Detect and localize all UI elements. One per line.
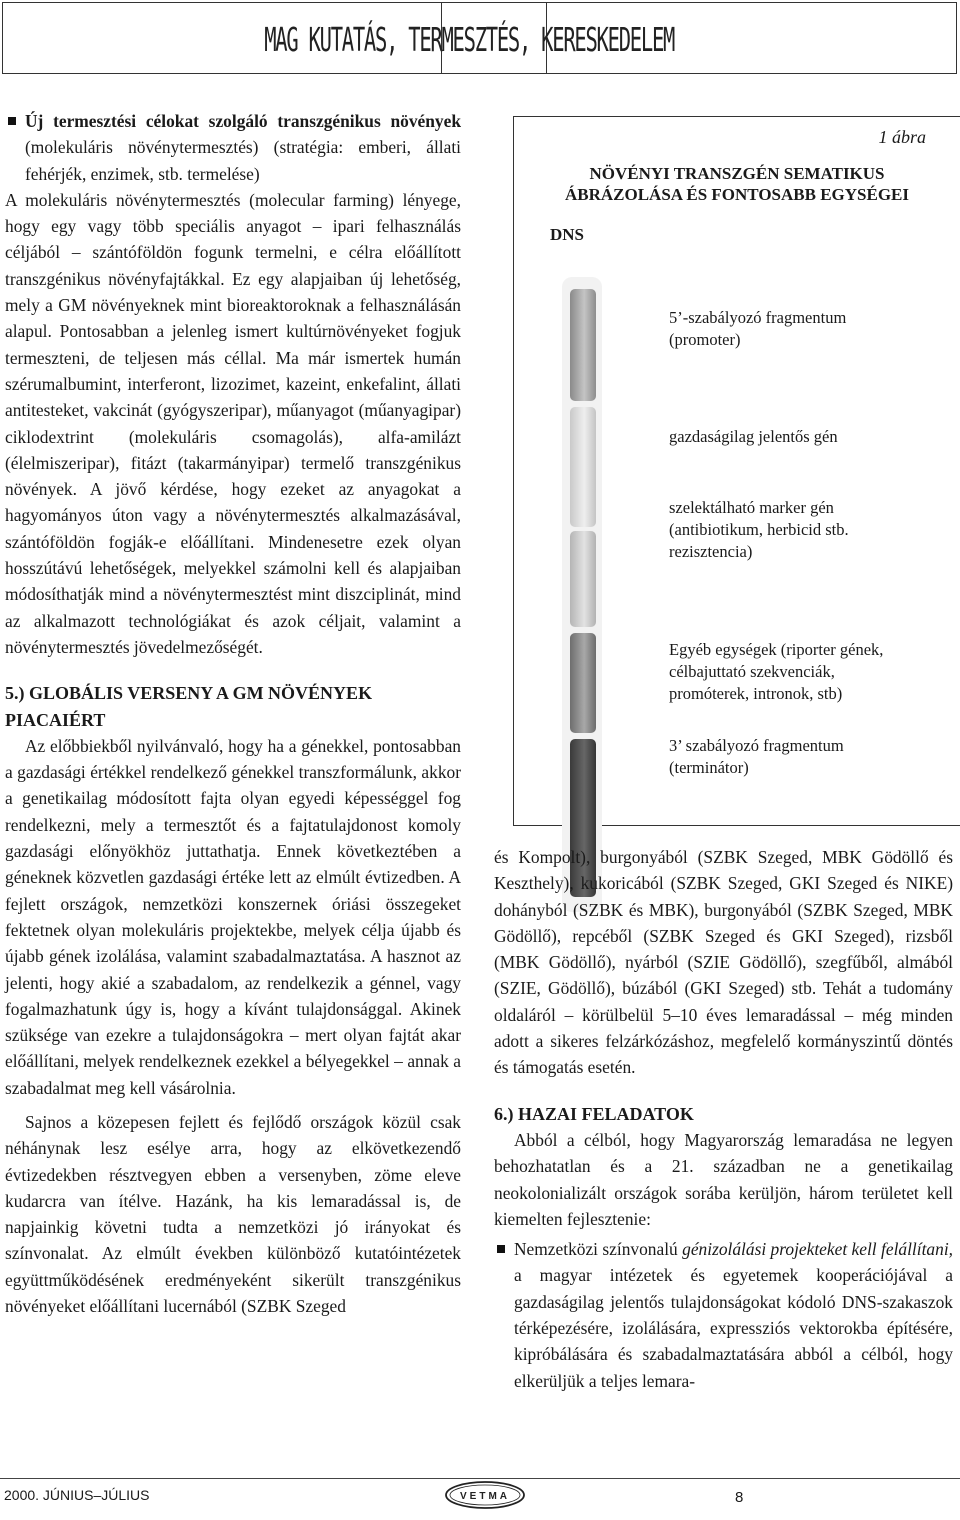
bullet-paragraph [5,108,461,187]
segment-label-line: Egyéb egységek (riporter gének, [669,640,884,659]
vetma-logo [444,1480,526,1510]
figure-title [514,163,960,205]
bullet-bold-text: Új termesztési célokat szolgáló transzgénikus növények [25,111,461,131]
bullet-paragraph [494,1236,953,1394]
bullet-text: Nemzetközi színvonalú [514,1239,683,1260]
footer-rule [0,1478,960,1479]
header-title: MAG KUTATÁS, TERMESZTÉS, KERESKEDELEM [264,20,674,59]
dns-label: DNS [550,225,585,244]
gene-segment [570,407,596,527]
paragraph-molecular-farming: A molekuláris növénytermesztés (molecular farming) lényege, hogy egy vagy több speciális anyagot – ipari felhasználás céljából – szántóföldön fogunk termelni, e célra előállított transzgénikus növényfajtákkal. Ez egy alapjaiban új lehetőség, mely a GM növényeknek mint bioreaktoroknak a felhasználásán alapul. Pontosabban a jelenleg ismert kultúrnövényeket fogjuk termeszteni, de teljesen más céllal. Ma már ismertek humán szérumalbumint, interferont, lizozimet, kazeint, enkefalint, állati antitesteket, vakcinát (gyógyszeripar), műanyagot (műanyagipar) ciklodextrint (molekuláris csomagolás), alfa-amilázt (élelmiszeripar), fitázt (takarmányipar) termelő transzgénikus növények. A jövő kérdése, hogy ezeket az anyagokat a hagyományos úton vagy a növénytermesztés alkalmazásával, szántóföldön fogják-e előállítani. Mindenesetre ezek olyan hosszútávú lehetőségek, melyekkel számolni kell és alapjaiban módosíthatják mind a növénytermesztést mint diszciplinát, mind az alkalmazott technológiákat és azok céljait, valamint a növénytermesztés jövedelmezőségét. [5,189,461,657]
bullet-text: (molekuláris növénytermesztés) (stratégia: emberi, állati fehérjék, enzimek, stb. termelése) [25,137,461,184]
segment-label-line: promóterek, intronok, stb) [669,684,843,703]
bullet-italic-text: génizolálási projekteket kell felállítani, [682,1239,953,1260]
right-column [494,844,953,1394]
segment-label-line: célbajuttató szekvenciák, [669,662,835,681]
segment-label-terminator [669,735,844,779]
other-units-segment [570,633,596,733]
segment-label-line: szelektálható marker gén [669,498,834,517]
bullet-square-icon [497,1245,505,1253]
figure-number: 1 ábra [878,127,926,147]
left-column [5,108,461,1319]
section-heading-5: 5.) GLOBÁLIS VERSENY A GM NÖVÉNYEK PIACAIÉRT [5,683,373,730]
logo-text: VETMA [460,1491,510,1502]
bullet-text: a magyar intézetek és egyetemek kooperációjával a gazdaságilag jelentős tulajdonságokat kódoló DNS-szakaszok térképezésére, izolálására, expressziós vektorokba építésére, kipróbálására és szabadalmaztatására abból a célból, hogy elkerüljük a teljes lemara- [514,1265,953,1391]
segment-label-promoter [669,307,846,351]
marker-segment [570,531,596,627]
bullet-square-icon [8,117,16,125]
segment-label-line: 5’-szabályozó fragmentum [669,308,847,327]
segment-label-line: rezisztencia) [669,542,753,561]
segment-label-line: gazdaságilag jelentős gén [669,427,838,446]
segment-label-gene [669,426,838,448]
segment-label-other [669,639,883,705]
paragraph-developing-countries: Sajnos a közepesen fejlett és fejlődő országok közül csak néhánynak lesz esélye arra, hogy az elkövetkezendő évtizedekben résztvegyen ebben a versenyben, zöme eleve kudarcra van ítélve. Hazánk, ha kis lemaradással is, de napjainkig követni tudta a nemzetközi jó irányokat és színvonalat. Az elmúlt években különböző kutatóintézetek együttműködésének eredményeként sikerült transzgénikus növényeket előállítani lucernából (SZBK Szeged [5,1111,461,1317]
figure-title-line: ÁBRÁZOLÁSA ÉS FONTOSABB EGYSÉGEI [564,185,910,204]
dna-strand [562,277,602,912]
segment-label-line: (terminátor) [669,758,749,777]
segment-label-marker [669,497,849,563]
figure-transgene-diagram [513,116,960,826]
section-heading-6: 6.) HAZAI FELADATOK [494,1103,694,1124]
paragraph-transgenic-crops: és Kompolt), burgonyából (SZBK Szeged, MBK Gödöllő és Keszthely), kukoricából (SZBK Szeged, GKI Szeged és NIKE) dohányból (SZBK és MBK), burgonyából (SZBK Szeged, MBK Gödöllő), repcéből (SZBK Szeged és GKI Szeged), rizsből (MBK Gödöllő), nyárból (SZIE Gödöllő), szegfűből, almából (SZIE, Gödöllő), búzából (GKI Szeged) stb. Tehát a tudomány oldaláról – körülbelül 5–10 éves lemaradással – még minden adott a sikeres felzárkózáshoz, megfelelő kormányszintű döntés és támogatás esetén. [494,847,953,1078]
segment-label-line: 3’ szabályozó fragmentum [669,736,844,755]
footer-date: 2000. JÚNIUS–JÚLIUS [4,1487,150,1503]
page-header [0,0,960,75]
figure-title-line: NÖVÉNYI TRANSZGÉN SEMATIKUS [589,164,885,183]
segment-label-line: (antibiotikum, herbicid stb. [669,520,849,539]
page-number: 8 [735,1489,744,1506]
segment-label-line: (promoter) [669,330,741,349]
paragraph-global-competition: Az előbbiekből nyilvánvaló, hogy ha a génekkel, pontosabban a gazdasági értékkel rendelkező génekkel transzformálunk, akkor a genetikailag módosított fajta olyan egyedi képességgel fog rendelkezni, mely a termesztőt és a fajtatulajdonost komoly gazdasági előnyökhöz juttathatja. Ennek következtében a géneknek közvetlen gazdasági értéke lett az elmúlt évtizedben. A fejlett országok, nemzetközi konszernek óriási összegeket fektetnek olyan molekuláris projektekbe, melyek célja újabb és újabb gének izolálása, valamint szabadalmaztatása. A hasznot az jelenti, hogy akié a szabadalom, az rendelkezik a génnel, vagy fogalmazhatunk úgy is, hogy a kívánt tulajdonsággal. Akinek szüksége van ezekre a tulajdonságokra – mert olyan fajtát akar előállítani, melyek rendelkeznek ezekkel a bélyegekkel – annak a szabadalmat meg kell vásárolnia. [5,735,461,1098]
promoter-segment [570,289,596,401]
paragraph-domestic-tasks: Abból a célból, hogy Magyarország lemaradása ne legyen behozhatatlan és a 21. században ne a genetikailag neokolonializált országok sorába kerüljön, három területet kell kiemelten fejlesztenie: [494,1129,953,1229]
